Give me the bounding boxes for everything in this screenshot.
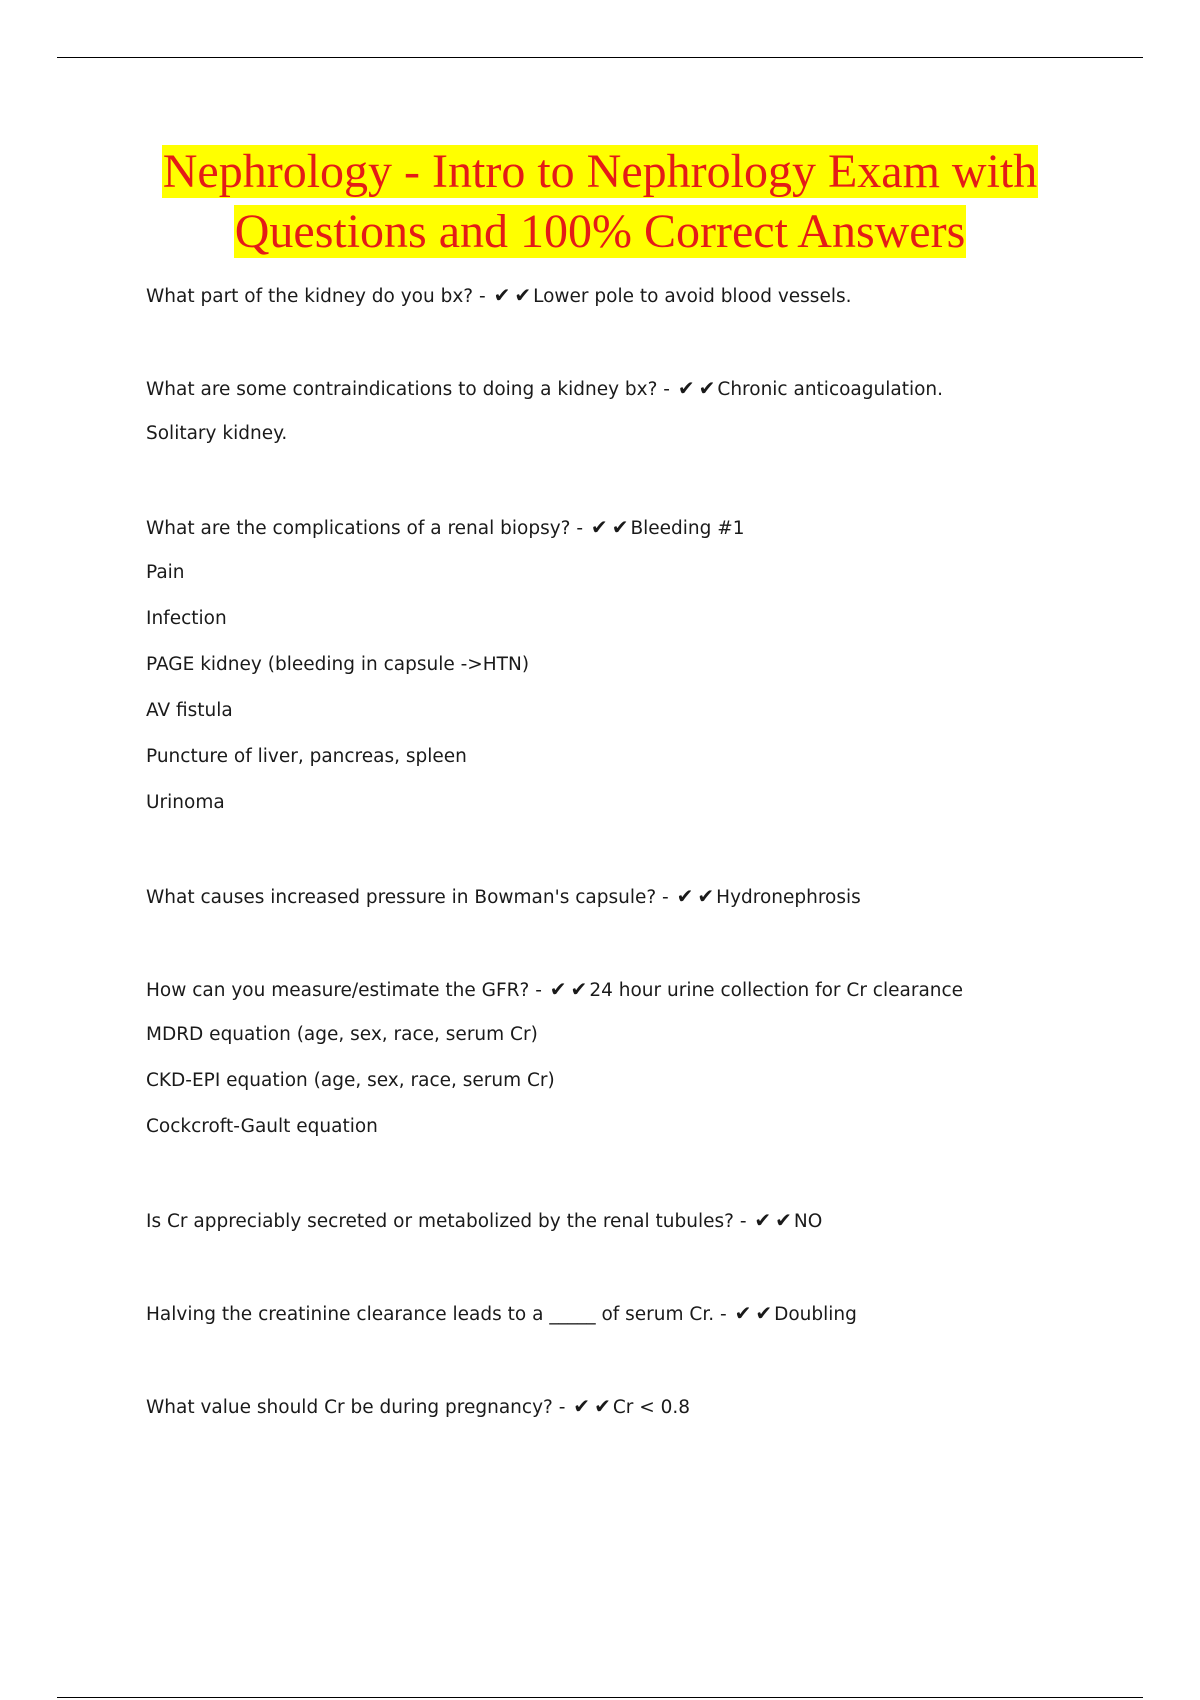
- qa-item: [146, 515, 1106, 815]
- check-icon: ✔: [549, 977, 567, 1001]
- check-icon: ✔: [698, 376, 716, 400]
- check-icon: ✔: [493, 283, 511, 307]
- qa-list: [146, 283, 1106, 1418]
- answer-text: 24 hour urine collection for Cr clearance: [589, 980, 964, 1001]
- qa-item: [146, 977, 1106, 1139]
- answer-continuation: Infection: [146, 608, 227, 629]
- answer-continuation: Solitary kidney.: [146, 423, 288, 444]
- qa-spacer: [146, 908, 1106, 977]
- check-icon: ✔: [754, 1208, 772, 1232]
- qa-first-line: [146, 1208, 1106, 1232]
- header-rule: [57, 57, 1143, 58]
- qa-first-line: [146, 283, 1106, 307]
- answer-continuation: Cockcroft-Gault equation: [146, 1116, 378, 1137]
- check-icon: ✔: [775, 1208, 792, 1232]
- check-icon: ✔: [697, 884, 715, 908]
- qa-spacer: [146, 815, 1106, 884]
- qa-first-line: [146, 884, 1106, 908]
- answer-text: Hydronephrosis: [716, 887, 861, 908]
- answer-text: NO: [793, 1211, 823, 1232]
- qa-item: [146, 1301, 1106, 1325]
- qa-first-line: [146, 977, 1106, 1001]
- footer-rule: [57, 1697, 1143, 1698]
- answer-text: Lower pole to avoid blood vessels.: [533, 286, 852, 307]
- qa-first-line: [146, 1301, 1106, 1325]
- qa-first-line: [146, 515, 1106, 539]
- answer-text: Chronic anticoagulation.: [717, 379, 944, 400]
- title-line-2: Questions and 100% Correct Answers: [234, 205, 966, 258]
- answer-continuation: Urinoma: [146, 792, 225, 813]
- check-icon: ✔: [590, 515, 608, 539]
- answer-continuation: CKD-EPI equation (age, sex, race, serum Cr): [146, 1070, 555, 1091]
- qa-item: [146, 884, 1106, 908]
- question-text: What are the complications of a renal biopsy? -: [146, 518, 584, 539]
- answer-text: Cr < 0.8: [612, 1397, 691, 1418]
- question-text: What are some contraindications to doing a kidney bx? -: [146, 379, 670, 400]
- qa-item: [146, 1208, 1106, 1232]
- qa-item: [146, 1394, 1106, 1418]
- answer-continuation: AV fistula: [146, 700, 233, 721]
- qa-item: [146, 376, 1106, 446]
- check-icon: ✔: [677, 376, 695, 400]
- title-line-1: Nephrology - Intro to Nephrology Exam with: [162, 145, 1038, 198]
- answer-continuation: MDRD equation (age, sex, race, serum Cr): [146, 1024, 538, 1045]
- check-icon: ✔: [514, 283, 532, 307]
- qa-first-line: [146, 376, 1106, 400]
- question-text: What value should Cr be during pregnancy? -: [146, 1397, 566, 1418]
- qa-spacer: [146, 307, 1106, 376]
- question-text: How can you measure/estimate the GFR? -: [146, 980, 542, 1001]
- check-icon: ✔: [755, 1301, 773, 1325]
- answer-continuation: Puncture of liver, pancreas, spleen: [146, 746, 467, 767]
- qa-spacer: [146, 1139, 1106, 1208]
- qa-spacer: [146, 1325, 1106, 1394]
- check-icon: ✔: [734, 1301, 752, 1325]
- qa-first-line: [146, 1394, 1106, 1418]
- answer-continuation: Pain: [146, 562, 185, 583]
- qa-item: [146, 283, 1106, 307]
- check-icon: ✔: [594, 1394, 611, 1418]
- qa-spacer: [146, 446, 1106, 515]
- check-icon: ✔: [573, 1394, 591, 1418]
- answer-text: Doubling: [774, 1304, 857, 1325]
- qa-spacer: [146, 1232, 1106, 1301]
- document-title: [0, 142, 1200, 262]
- question-text: What part of the kidney do you bx? -: [146, 286, 486, 307]
- check-icon: ✔: [611, 515, 629, 539]
- question-text: Halving the creatinine clearance leads to a _____ of serum Cr. -: [146, 1304, 727, 1325]
- question-text: Is Cr appreciably secreted or metabolized by the renal tubules? -: [146, 1211, 747, 1232]
- check-icon: ✔: [676, 884, 694, 908]
- check-icon: ✔: [570, 977, 588, 1001]
- question-text: What causes increased pressure in Bowman's capsule? -: [146, 887, 669, 908]
- answer-text: Bleeding #1: [630, 518, 745, 539]
- answer-continuation: PAGE kidney (bleeding in capsule ->HTN): [146, 654, 530, 675]
